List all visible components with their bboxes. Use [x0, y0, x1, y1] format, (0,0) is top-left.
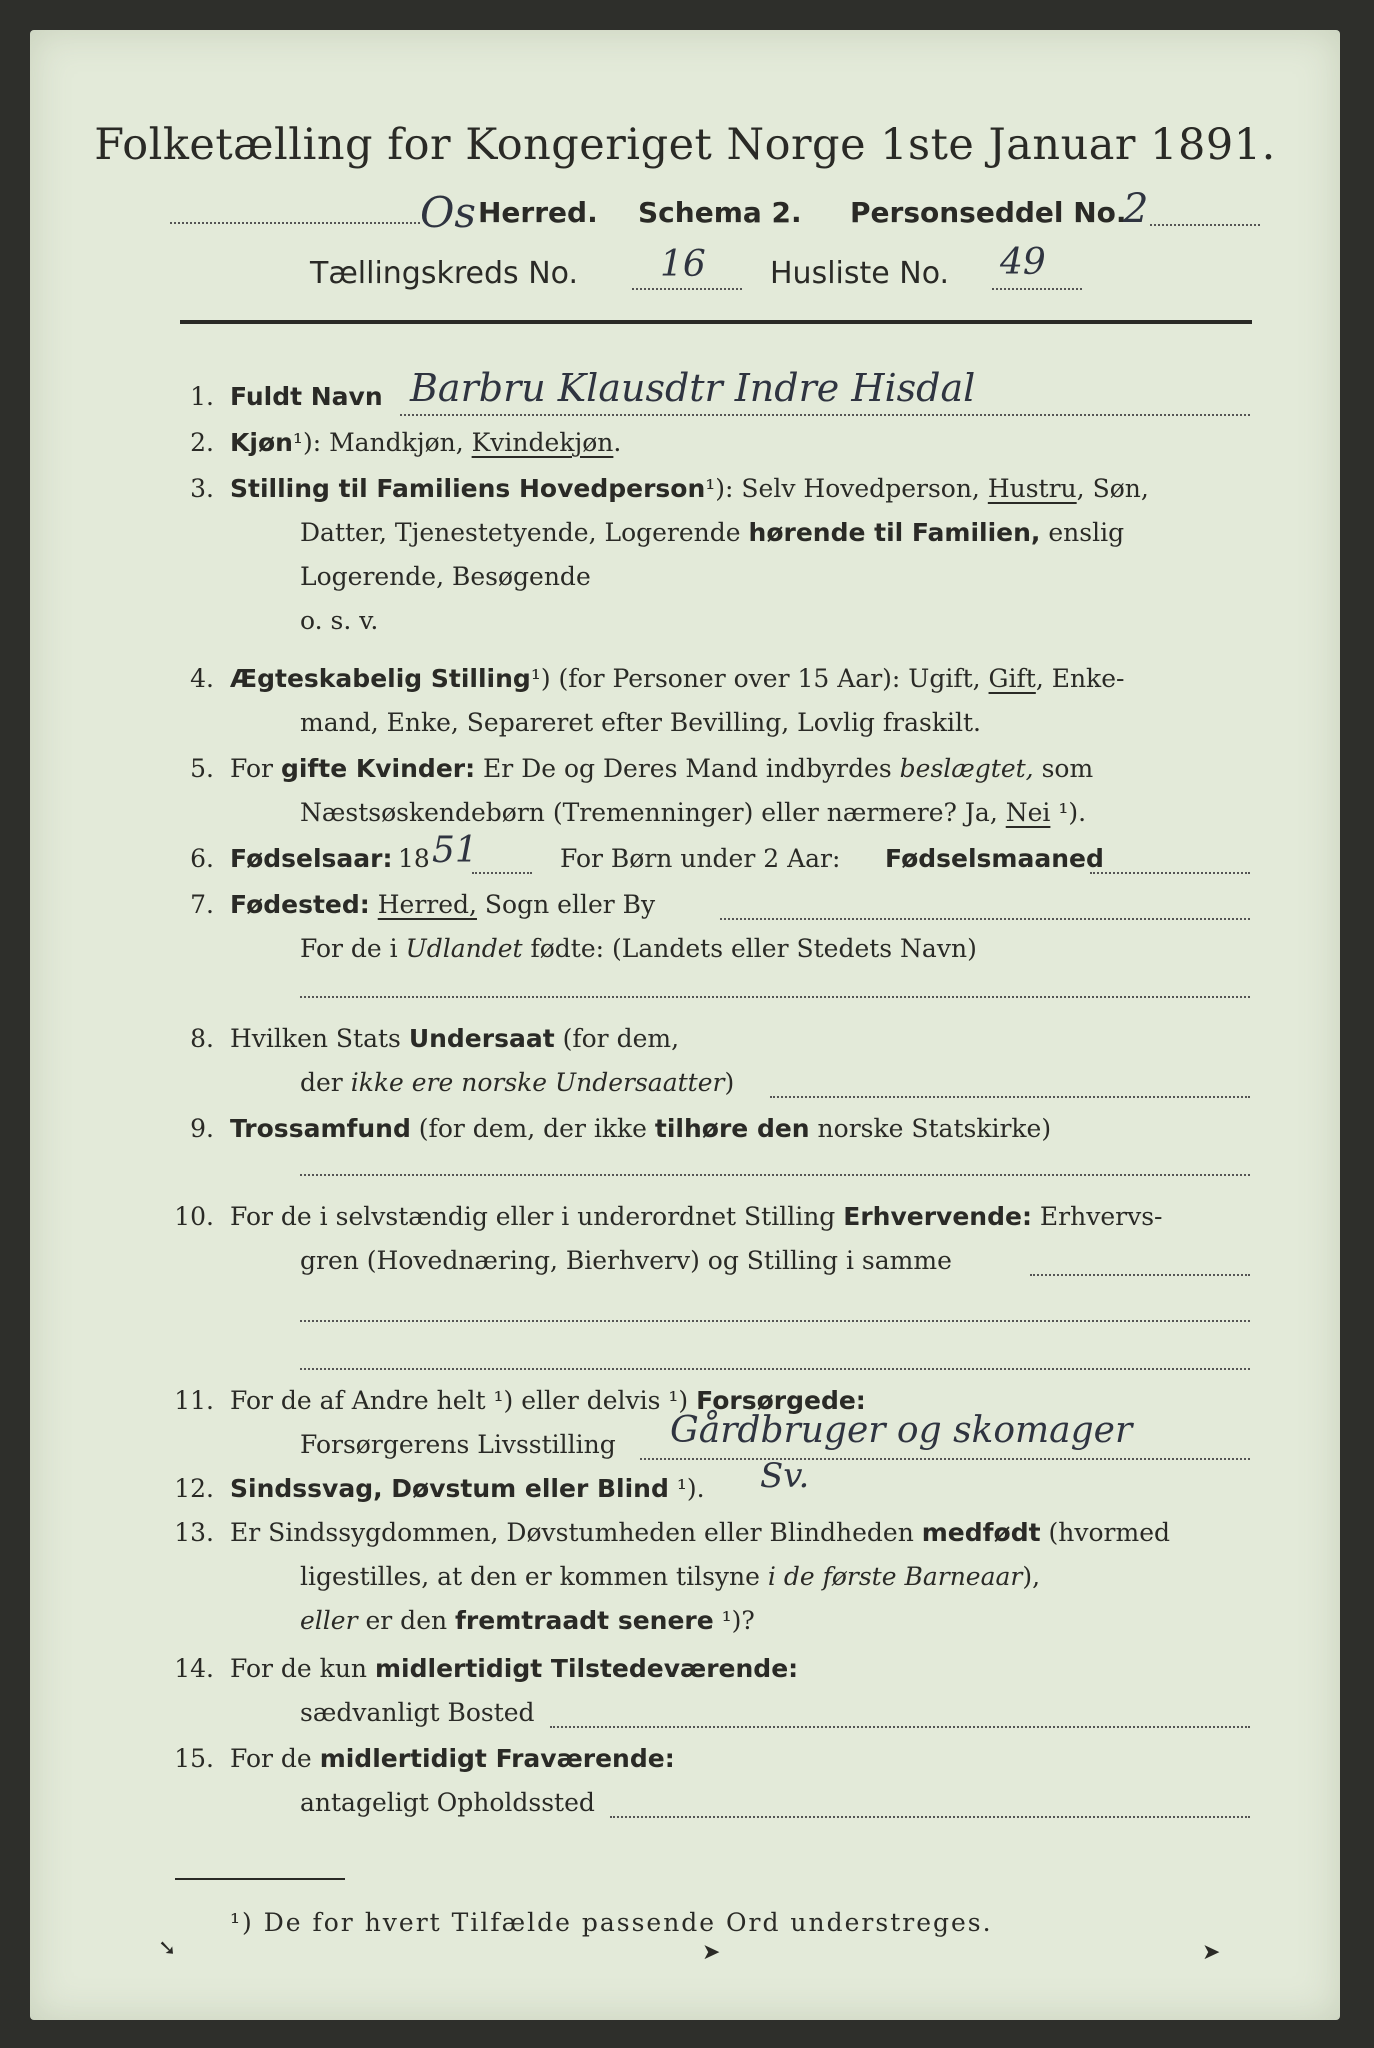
- q12-number: 12.: [174, 1474, 214, 1503]
- q11-value: Gårdbruger og skomager: [670, 1410, 1133, 1451]
- q1-label: Fuldt Navn: [230, 382, 383, 411]
- q4-rest-b: , Enke-: [1035, 664, 1125, 693]
- q13-line1: [230, 1518, 1170, 1547]
- q13-line3-bold: fremtraadt senere: [455, 1606, 714, 1635]
- schema-label: Schema 2.: [638, 196, 802, 229]
- q15-line1-bold: midlertidigt Fraværende:: [319, 1744, 675, 1773]
- q5-italic: beslægtet,: [899, 754, 1034, 783]
- q3-rest-a: ¹): Selv Hovedperson,: [705, 474, 988, 503]
- husliste-dotline: [992, 288, 1082, 290]
- q6-rest: For Børn under 2 Aar:: [560, 844, 841, 873]
- q8-line1: [230, 1024, 679, 1053]
- q3-line2-text: Datter, Tjenestetyende, Logerende: [300, 518, 741, 547]
- q5-number: 5.: [190, 754, 214, 783]
- q13-line1-a: Er Sindssygdommen, Døvstumheden eller Blindheden: [230, 1518, 922, 1547]
- q10-line1-bold: Erhvervende:: [843, 1202, 1032, 1231]
- q10-line1-b: Erhvervs-: [1031, 1202, 1163, 1231]
- q1-number: 1.: [190, 382, 214, 411]
- q4-line2: mand, Enke, Separeret efter Bevilling, Lovlig fraskilt.: [300, 708, 981, 737]
- q11-dotline: [640, 1458, 1250, 1460]
- form-title: Folketælling for Kongeriget Norge 1ste Januar 1891.: [94, 120, 1276, 170]
- herred-dotline: [170, 222, 420, 224]
- q6-year-value: 51: [432, 830, 478, 871]
- q3-line3: Logerende, Besøgende: [300, 562, 591, 591]
- q3-line2-end: enslig: [1048, 518, 1125, 547]
- q9-label: Trossamfund: [230, 1114, 411, 1143]
- q15-line1-a: For de: [230, 1744, 320, 1773]
- personseddel-dotline: [1150, 224, 1260, 226]
- header-rule: [180, 320, 1252, 324]
- q8-line2-b: ): [724, 1068, 735, 1097]
- q10-dotline-3: [300, 1368, 1250, 1370]
- q15-number: 15.: [174, 1744, 214, 1773]
- q7-line1: [230, 890, 655, 919]
- q11-line1-bold: Forsørgede:: [696, 1386, 866, 1415]
- binding-mark-left: ➘: [158, 1936, 177, 1961]
- q8-line2-a: der: [300, 1068, 351, 1097]
- q15-line1: [230, 1744, 675, 1773]
- q11-line2: Forsørgerens Livsstilling: [300, 1430, 616, 1459]
- q5-label-a: For: [230, 754, 281, 783]
- husliste-value: 49: [1000, 242, 1046, 283]
- q10-line1: [230, 1202, 1162, 1231]
- q8-line2-italic: ikke ere norske Undersaatter: [350, 1068, 725, 1097]
- kreds-dotline: [632, 288, 742, 290]
- census-form-page: [30, 30, 1340, 2020]
- q7-underlined-option: Herred,: [377, 890, 477, 919]
- q13-line2: [300, 1562, 1040, 1591]
- q5-line2-text: Næstsøskendebørn (Tremenninger) eller nærmere? Ja,: [300, 798, 1006, 827]
- q9-number: 9.: [190, 1114, 214, 1143]
- q13-line1-bold: medfødt: [921, 1518, 1041, 1547]
- q15-dotline: [610, 1816, 1250, 1818]
- q3-rest-b: , Søn,: [1076, 474, 1149, 503]
- q13-line3-a: er den: [357, 1606, 456, 1635]
- q9-rest-b: norske Statskirke): [809, 1114, 1052, 1143]
- q13-number: 13.: [174, 1518, 214, 1547]
- q14-line1-a: For de kun: [230, 1654, 375, 1683]
- q7-line2-b: fødte: (Landets eller Stedets Navn): [522, 934, 977, 963]
- q7-blank-dotline: [300, 996, 1250, 998]
- footnote: ¹) De for hvert Tilfælde passende Ord understreges.: [230, 1908, 993, 1937]
- q13-line3-b: ¹)?: [713, 1606, 755, 1635]
- q2-rest-b: .: [613, 428, 622, 457]
- q2-underlined-option: Kvindekjøn: [471, 428, 614, 457]
- q8-line1-b: (for dem,: [554, 1024, 680, 1053]
- q4-rest-a: ¹) (for Personer over 15 Aar): Ugift,: [530, 664, 989, 693]
- q5-line1: [230, 754, 1093, 783]
- binding-mark-right: ➤: [1202, 1940, 1221, 1965]
- q8-dotline: [770, 1096, 1250, 1098]
- footnote-rule: [175, 1878, 345, 1880]
- q6-year-prefix: 18: [398, 844, 430, 873]
- q7-label: Fødested:: [230, 890, 370, 919]
- personseddel-value: 2: [1123, 186, 1149, 232]
- q13-line2-italic: i de første Barneaar: [767, 1562, 1023, 1591]
- q13-line2-b: ),: [1022, 1562, 1041, 1591]
- q7-line2-a: For de i: [300, 934, 406, 963]
- q5-line2-end: ¹).: [1050, 798, 1087, 827]
- q5-rest: Er De og Deres Mand indbyrdes: [475, 754, 900, 783]
- q6-label: Fødselsaar:: [230, 844, 393, 873]
- q4-label: Ægteskabelig Stilling: [230, 664, 531, 693]
- q3-underlined-option: Hustru: [987, 474, 1077, 503]
- q12-rest: ¹).: [668, 1474, 705, 1503]
- q7-line2: [300, 934, 977, 963]
- q3-number: 3.: [190, 474, 214, 503]
- q10-number: 10.: [174, 1202, 214, 1231]
- q4-line1: [230, 664, 1124, 693]
- q7-dotline: [720, 918, 1250, 920]
- q1-dotline: [400, 414, 1250, 416]
- kreds-value: 16: [660, 244, 706, 285]
- q3-label: Stilling til Familiens Hovedperson: [230, 474, 706, 503]
- q6-number: 6.: [190, 844, 214, 873]
- q8-line2: [300, 1068, 734, 1097]
- kreds-label: Tællingskreds No.: [310, 256, 578, 291]
- herred-label: Herred.: [478, 196, 598, 229]
- q10-dotline-2: [300, 1320, 1250, 1322]
- q9-rest-a: (for dem, der ikke: [410, 1114, 655, 1143]
- q14-number: 14.: [174, 1654, 214, 1683]
- q5-label-bold: gifte Kvinder:: [280, 754, 476, 783]
- q6-year-dotline: [472, 872, 532, 874]
- q5-underlined-option: Nei: [1005, 798, 1051, 827]
- q8-line1-a: Hvilken Stats: [230, 1024, 409, 1053]
- q13-line3-italic: eller: [300, 1606, 358, 1635]
- q2-number: 2.: [190, 428, 214, 457]
- q13-line3: [300, 1606, 755, 1635]
- q13-line1-b: (hvormed: [1040, 1518, 1170, 1547]
- q14-line1: [230, 1654, 798, 1683]
- q4-underlined-option: Gift: [988, 664, 1036, 693]
- q10-line1-a: For de i selvstændig eller i underordnet Stilling: [230, 1202, 844, 1231]
- q14-dotline: [550, 1726, 1250, 1728]
- q1-name-value: Barbru Klausdtr Indre Hisdal: [410, 366, 976, 410]
- q5-line2: [300, 798, 1086, 827]
- q10-line2: gren (Hovednæring, Bierhverv) og Stilling i samme: [300, 1246, 952, 1275]
- husliste-label: Husliste No.: [770, 256, 950, 291]
- q7-number: 7.: [190, 890, 214, 919]
- q6-bold-end: Fødselsmaaned: [885, 844, 1104, 873]
- q2-label: Kjøn: [230, 428, 293, 457]
- q3-line4: o. s. v.: [300, 606, 379, 635]
- q4-number: 4.: [190, 664, 214, 693]
- q12-line1: [230, 1474, 705, 1503]
- q3-line1: [230, 474, 1149, 503]
- q5-end: som: [1033, 754, 1094, 783]
- q8-number: 8.: [190, 1024, 214, 1053]
- binding-mark-center: ➤: [702, 1940, 721, 1965]
- q9-bold: tilhøre den: [654, 1114, 810, 1143]
- q9-line1: [230, 1114, 1051, 1143]
- q15-line2: antageligt Opholdssted: [300, 1788, 595, 1817]
- q12-value: Sv.: [760, 1456, 810, 1496]
- q3-line2-bold: hørende til Familien,: [748, 518, 1041, 547]
- herred-value: Os: [420, 188, 476, 237]
- q7-line2-italic: Udlandet: [405, 934, 523, 963]
- personseddel-label: Personseddel No.: [850, 196, 1127, 229]
- q11-line1-a: For de af Andre helt ¹) eller delvis ¹): [230, 1386, 697, 1415]
- q8-line1-bold: Undersaat: [408, 1024, 555, 1053]
- q2-rest-a: ¹): Mandkjøn,: [292, 428, 472, 457]
- q13-line2-a: ligestilles, at den er kommen tilsyne: [300, 1562, 768, 1591]
- q14-line2: sædvanligt Bosted: [300, 1698, 535, 1727]
- q10-dotline-1: [1030, 1274, 1250, 1276]
- q3-line2: [300, 518, 1124, 547]
- q6-month-dotline: [1090, 872, 1250, 874]
- q2-text: [230, 428, 621, 457]
- q14-line1-bold: midlertidigt Tilstedeværende:: [374, 1654, 799, 1683]
- q9-dotline: [300, 1174, 1250, 1176]
- q7-rest: Sogn eller By: [476, 890, 656, 919]
- q11-number: 11.: [174, 1386, 214, 1415]
- q12-label: Sindssvag, Døvstum eller Blind: [230, 1474, 669, 1503]
